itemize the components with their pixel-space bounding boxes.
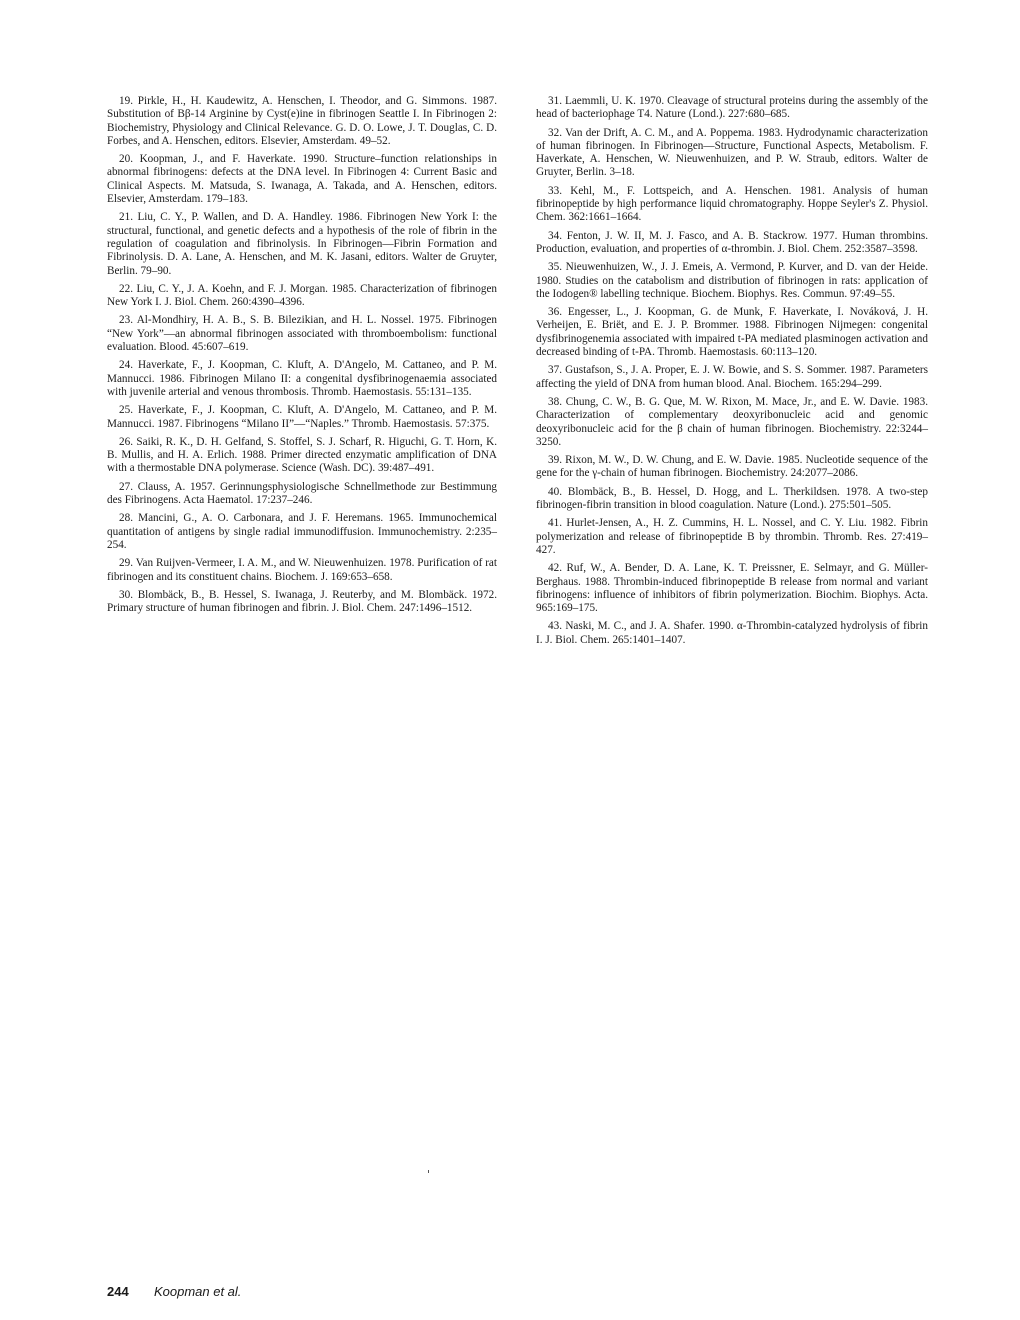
reference-text: Saiki, R. K., D. H. Gelfand, S. Stoffel, S. J. Scharf, R. Higuchi, G. T. Horn, K. B. Mullis, and H. A. Erlich. 1988. Primer directed enzymatic amplification of DNA with a thermostable DNA polymerase. Science (Wash. DC). 39:487–491. [107, 435, 498, 475]
reference-number: 19. [119, 95, 133, 107]
reference-number: 40. [548, 485, 562, 498]
reference-text: Engesser, L., J. Koopman, G. de Munk, F. Haverkate, I. Nováková, J. H. Verheijen, E. Briët, and E. J. P. Brommer. 1988. Fibrinogen Nijmegen: congenital dysfibrinogenemia associated with impaired t-PA mediated plasminogen activation and decreased binding of t-PA. Thromb. Haemostasis. 60:113–120. [536, 306, 929, 359]
reference-item [536, 562, 928, 615]
reference-number: 35. [548, 261, 562, 274]
reference-number: 27. [119, 480, 133, 493]
reference-text: Blombäck, B., B. Hessel, D. Hogg, and L. Therkildsen. 1978. A two-step fibrinogen-fibrin transition in blood coagulation. Nature (Lond.). 275:501–505. [536, 485, 928, 512]
reference-item [107, 283, 497, 310]
reference-number: 28. [119, 512, 133, 525]
reference-item [107, 95, 497, 148]
reference-number: 43. [548, 620, 562, 633]
reference-number: 25. [119, 404, 133, 417]
reference-number: 22. [119, 282, 133, 295]
reference-item [536, 620, 928, 647]
reference-number: 26. [119, 435, 133, 448]
reference-text: Al-Mondhiry, H. A. B., S. B. Bilezikian, and H. L. Nossel. 1975. Fibrinogen “New York”—an abnormal fibrinogen associated with thromboembolism: functional evaluation. Blood. 45:607–619. [107, 314, 497, 354]
reference-text: Chung, C. W., B. G. Que, M. W. Rixon, M. Mace, Jr., and E. W. Davie. 1983. Characterization of complementary deoxyribonucleic acid and genomic deoxyribonucleic acid for the β chain of human fibrinogen. Biochemistry. 22:3244–3250. [536, 395, 929, 448]
reference-item [536, 454, 928, 481]
reference-text: Blombäck, B., B. Hessel, S. Iwanaga, J. Reuterby, and M. Blombäck. 1972. Primary structure of human fibrinogen and fibrin. J. Biol. Chem. 247:1496–1512. [107, 588, 497, 615]
reference-item [536, 306, 928, 359]
reference-item [536, 517, 928, 557]
reference-number: 21. [119, 211, 133, 224]
reference-number: 36. [548, 306, 562, 319]
reference-item [536, 95, 928, 122]
reference-item [107, 153, 497, 206]
reference-item [536, 127, 928, 180]
reference-number: 39. [548, 454, 562, 467]
reference-item [536, 230, 928, 257]
reference-text: Van der Drift, A. C. M., and A. Poppema. 1983. Hydrodynamic characterization of human fibrinogen. In Fibrinogen—Structure, Functional Aspects, Metabolism. F. Haverkate, A. Henschen, W. Nieuwenhuizen, and P. W. Straub, editors. Walter de Gruyter, Berlin. 3–18. [536, 126, 928, 179]
reference-text: Mancini, G., A. O. Carbonara, and J. F. Heremans. 1965. Immunochemical quantitation of antigens by single radial immunodiffusion. Immunochemistry. 2:235–254. [107, 512, 497, 551]
reference-text: Liu, C. Y., J. A. Koehn, and F. J. Morgan. 1985. Characterization of fibrinogen New York I. J. Biol. Chem. 260:4390–4396. [107, 282, 498, 309]
reference-text: Gustafson, S., J. A. Proper, E. J. W. Bowie, and S. S. Sommer. 1987. Parameters affecting the yield of DNA from human blood. Anal. Biochem. 165:294–299. [536, 364, 928, 390]
reference-text: Van Ruijven-Vermeer, I. A. M., and W. Nieuwenhuizen. 1978. Purification of rat fibrinogen and its constituent chains. Biochem. J. 169:653–658. [107, 557, 497, 583]
reference-number: 29. [119, 557, 133, 570]
reference-item [107, 404, 497, 431]
reference-text: Liu, C. Y., P. Wallen, and D. A. Handley. 1986. Fibrinogen New York I: the structural, functional, and genetic defects and a hypothesis of the role of fibrin in the regulation of coagulation and fibrinolysis. In Fibrinogen—Fibrin Formation and Fibrinolysis. D. A. Lane, A. Henschen, and M. K. Jasani, editors. Walter de Gruyter, Berlin. 79–90. [107, 211, 497, 277]
reference-item [107, 557, 497, 584]
reference-text: Hurlet-Jensen, A., H. Z. Cummins, H. L. Nossel, and C. Y. Liu. 1982. Fibrin polymerization and release of fibrinopeptide B by thrombin. Thromb. Res. 27:419–427. [536, 517, 928, 556]
reference-text: Koopman, J., and F. Haverkate. 1990. Structure–function relationships in abnormal fibrinogens: defects at the DNA level. In Fibrinogen 4: Current Basic and Clinical Aspects. M. Matsuda, S. Iwanaga, A. Takada, and A. Henschen, editors. Elsevier, Amsterdam. 179–183. [107, 153, 497, 206]
reference-item [107, 359, 497, 399]
reference-item [107, 436, 497, 476]
reference-item [536, 396, 928, 449]
page-footer [107, 1284, 241, 1300]
reference-text: Haverkate, F., J. Koopman, C. Kluft, A. D'Angelo, M. Cattaneo, and P. M. Mannucci. 1986. Fibrinogen Milano II: a congenital dysfibrinogenaemia associated with juvenile arterial and venous thrombosis. Thromb. Haemostasis. 55:131–135. [107, 359, 498, 398]
scan-speck [428, 1170, 429, 1173]
reference-item [536, 185, 928, 225]
reference-text: Nieuwenhuizen, W., J. J. Emeis, A. Vermond, P. Kurver, and D. van der Heide. 1980. Studies on the catabolism and distribution of fibrinogen in rats: application of the Iodogen® labelling technique. Biochem. Biophys. Res. Commun. 97:49–55. [536, 261, 929, 300]
reference-text: Kehl, M., F. Lottspeich, and A. Henschen. 1981. Analysis of human fibrinopeptide by high performance liquid chromatography. Hoppe Seyler's Z. Physiol. Chem. 362:1661–1664. [536, 184, 929, 224]
reference-item [107, 512, 497, 552]
reference-number: 32. [548, 126, 562, 139]
reference-text: Rixon, M. W., D. W. Chung, and E. W. Davie. 1985. Nucleotide sequence of the gene for the γ-chain of human fibrinogen. Biochemistry. 24:2077–2086. [536, 454, 929, 480]
reference-item [107, 211, 497, 277]
reference-number: 20. [119, 153, 133, 166]
reference-number: 23. [119, 314, 133, 327]
references-right-column [536, 95, 928, 652]
reference-item [536, 364, 928, 391]
reference-number: 41. [548, 517, 562, 530]
reference-number: 33. [548, 184, 562, 197]
page-number: 244 [107, 1284, 129, 1299]
reference-text: Clauss, A. 1957. Gerinnungsphysiologische Schnellmethode zur Bestimmung des Fibrinogens. Acta Haematol. 17:237–246. [107, 480, 498, 507]
references-left-column [107, 95, 497, 620]
reference-text: Fenton, J. W. II, M. J. Fasco, and A. B. Stackrow. 1977. Human thrombins. Production, evaluation, and properties of α-thrombin. J. Biol. Chem. 252:3587–3598. [536, 229, 929, 255]
reference-number: 30. [119, 588, 133, 601]
running-title: Koopman et al. [153, 1284, 242, 1299]
reference-item [107, 314, 497, 354]
reference-item [536, 486, 928, 513]
reference-number: 38. [548, 395, 562, 408]
reference-text: Pirkle, H., H. Kaudewitz, A. Henschen, I. Theodor, and G. Simmons. 1987. Substitution of Bβ-14 Arginine by Cyst(e)ine in fibrinogen Seattle I. In Fibrinogen 2: Biochemistry, Physiology and Clinical Relevance. G. D. O. Lowe, J. T. Douglas, C. D. Forbes, and A. Henschen, editors. Elsevier, Amsterdam. 49–52. [107, 95, 497, 147]
reference-item [107, 481, 497, 508]
reference-number: 31. [548, 95, 562, 107]
reference-text: Haverkate, F., J. Koopman, C. Kluft, A. D'Angelo, M. Cattaneo, and P. M. Mannucci. 1987. Fibrinogens “Milano II”—“Naples.” Thromb. Haemostasis. 57:375. [107, 404, 498, 430]
reference-number: 24. [119, 359, 133, 372]
reference-item [536, 261, 928, 301]
reference-text: Laemmli, U. K. 1970. Cleavage of structural proteins during the assembly of the head of bacteriophage T4. Nature (Lond.). 227:680–685. [536, 95, 928, 121]
reference-item [107, 589, 497, 616]
reference-number: 42. [548, 562, 562, 575]
reference-number: 37. [548, 364, 562, 377]
reference-number: 34. [548, 229, 562, 242]
reference-text: Naski, M. C., and J. A. Shafer. 1990. α-Thrombin-catalyzed hydrolysis of fibrin I. J. Biol. Chem. 265:1401–1407. [536, 620, 928, 646]
reference-text: Ruf, W., A. Bender, D. A. Lane, K. T. Preissner, E. Selmayr, and G. Müller-Berghaus. 1988. Thrombin-induced fibrinopeptide B release from normal and variant fibrinogens: influence of inhibitors of fibrin polymerization. Biochim. Biophys. Acta. 965:169–175. [536, 562, 929, 615]
